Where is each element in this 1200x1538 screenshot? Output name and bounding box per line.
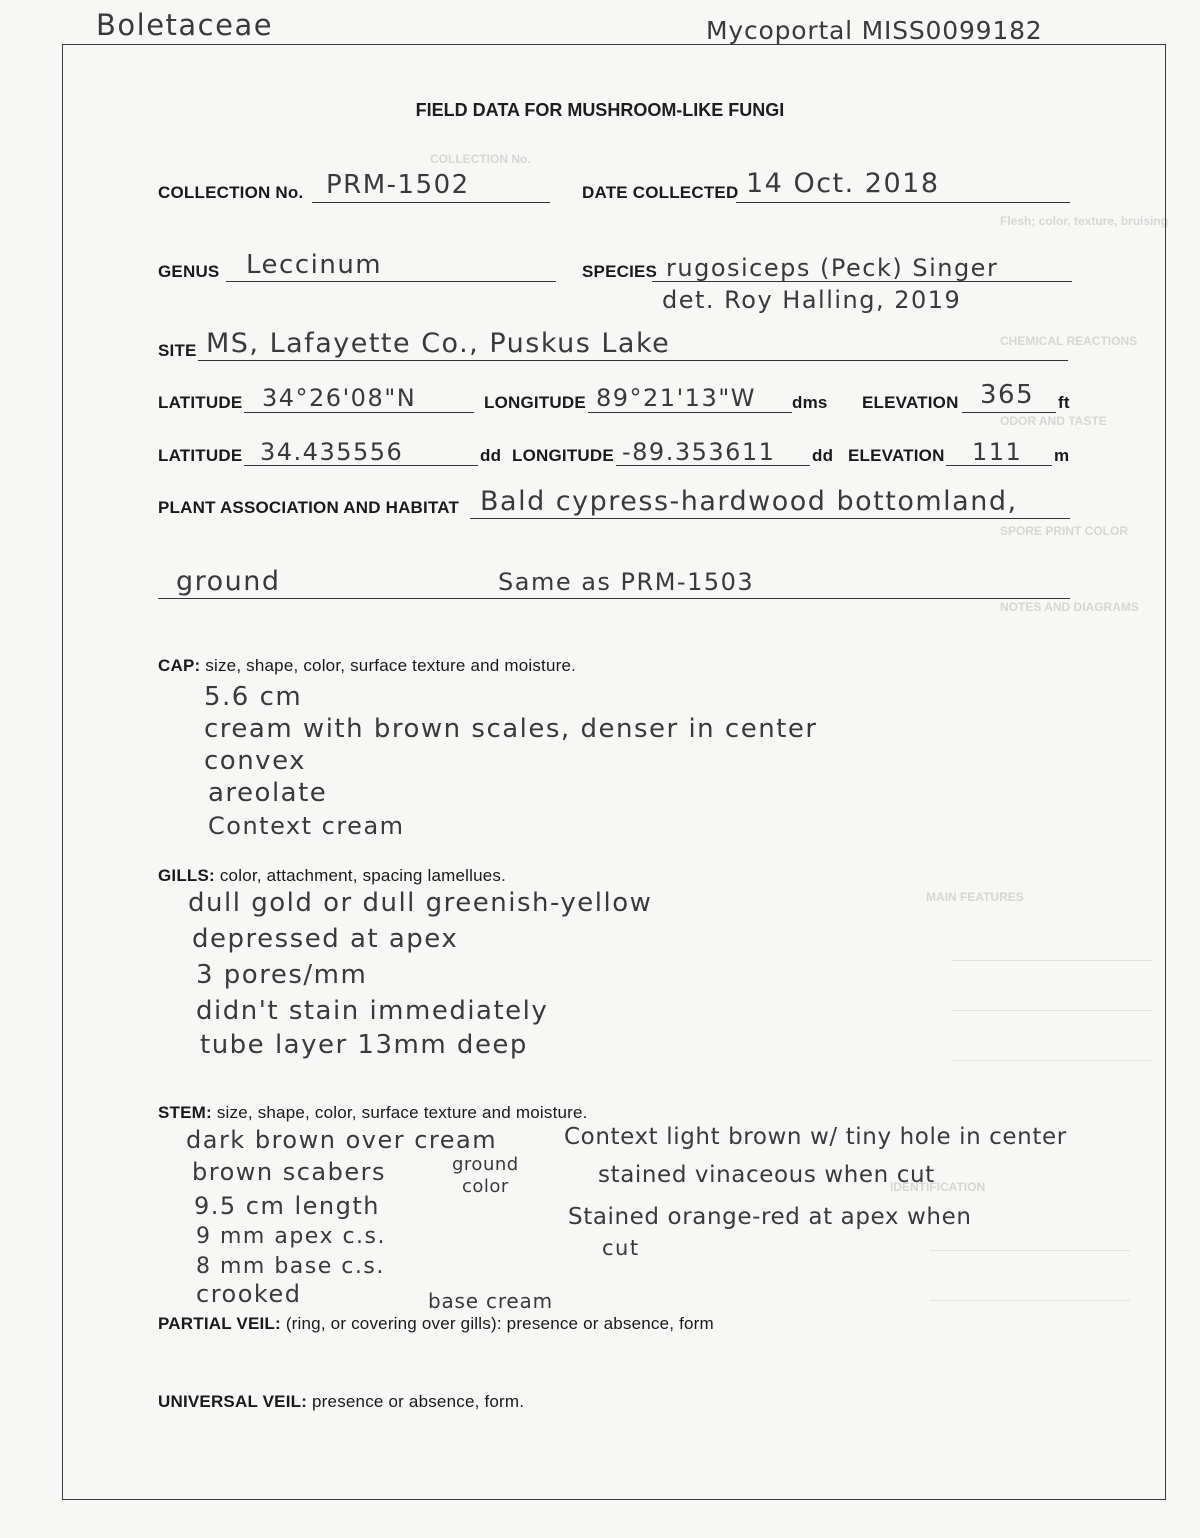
family-name: Boletaceae bbox=[96, 8, 274, 42]
ft-unit: ft bbox=[1058, 393, 1070, 412]
species-value: rugosiceps (Peck) Singer bbox=[666, 254, 999, 282]
stem-apex: 9 mm apex c.s. bbox=[196, 1224, 386, 1249]
collection-no-value: PRM-1502 bbox=[326, 170, 470, 200]
stem-base-color: base cream bbox=[428, 1289, 553, 1313]
partial-veil-heading bbox=[158, 1314, 714, 1334]
dd-unit-2: dd bbox=[812, 446, 834, 465]
latitude-dms-value: 34°26'08"N bbox=[262, 384, 417, 412]
elevation-ft-value: 365 bbox=[980, 380, 1035, 410]
gills-staining: didn't stain immediately bbox=[196, 996, 549, 1026]
elevation-m-label: ELEVATION bbox=[848, 446, 945, 465]
genus-value: Leccinum bbox=[246, 250, 383, 280]
cap-label: CAP: bbox=[158, 656, 201, 675]
stem-description: size, shape, color, surface texture and moisture. bbox=[216, 1103, 588, 1122]
longitude-dms-value: 89°21'13"W bbox=[596, 384, 756, 412]
partial-veil-label: PARTIAL VEIL: bbox=[158, 1314, 281, 1333]
catalog-number: Mycoportal MISS0099182 bbox=[706, 16, 1043, 45]
cap-texture: areolate bbox=[208, 778, 328, 808]
date-collected-value: 14 Oct. 2018 bbox=[746, 168, 940, 199]
collection-no-label: COLLECTION No. bbox=[158, 183, 304, 202]
cap-context: Context cream bbox=[208, 812, 405, 840]
form-title: FIELD DATA FOR MUSHROOM-LIKE FUNGI bbox=[415, 100, 785, 120]
date-collected-label: DATE COLLECTED bbox=[582, 183, 739, 202]
stem-heading bbox=[158, 1103, 588, 1123]
gills-color: dull gold or dull greenish-yellow bbox=[188, 888, 653, 918]
site-value: MS, Lafayette Co., Puskus Lake bbox=[206, 328, 671, 359]
stem-cut-stain: stained vinaceous when cut bbox=[598, 1162, 935, 1188]
longitude-dd-value: -89.353611 bbox=[622, 438, 776, 466]
specimen-label-page: COLLECTION No. Flesh; color, texture, bruising CHEMICAL REACTIONS ODOR AND TASTE SPORE PRINT COLOR NOTES AND DIAGRAMS MAIN FEATURES IDENTIFICATION Boletaceae Mycoportal MISS0099182 FIELD DATA FOR MUSHROOM-LIKE FUNGI COLLECTION No. PRM-1502 DATE COLLECTED 14 Oct. 2018 GENUS Leccinum SPECIES rugosiceps (Peck) Singer det. Roy Halling, 2019 SITE MS, Lafayette Co., Puskus Lake LATITUDE 34°26'08"N LONGITUDE 89°21'13"W dms ELEVATION 365 ft LATITUDE 34.435556 dd LONGITUDE -89.353611 dd ELEVATION 111 m PLANT ASSOCIATION AND HABITAT Bald cypress-hardwood bottomland, ground Same as PRM-1503 CAP: size, shape, color, surface texture and moisture. 5.6 cm cream with brown scales, denser in center convex areolate Context cream GILLS: color, attachment, spacing lamellues. dull gold or dull greenish-yellow depressed at apex 3 pores/mm didn't stain immediately tube layer 13mm deep STEM: size, shape, color, surface texture and moisture. dark brown over cream brown scabers 9.5 cm length 9 mm apex c.s. 8 mm base c.s. crooked ground color base cream Context light brown w/ tiny hole in center stained vinaceous when cut Stained orange-red at apex when cut PARTIAL VEIL: (ring, or covering over gills): presence or absence, form UNIVERSAL VEIL: presence or absence, form. bbox=[0, 0, 1200, 1538]
elevation-ft-label: ELEVATION bbox=[862, 393, 959, 412]
genus-label: GENUS bbox=[158, 262, 220, 281]
cap-shape: convex bbox=[204, 746, 306, 776]
universal-veil-heading bbox=[158, 1392, 524, 1412]
gills-description: color, attachment, spacing lamellues. bbox=[219, 866, 507, 885]
longitude-dms-label: LONGITUDE bbox=[484, 393, 586, 412]
stem-length: 9.5 cm length bbox=[194, 1192, 380, 1220]
cap-heading bbox=[158, 656, 576, 676]
stem-scabers: brown scabers bbox=[192, 1158, 387, 1186]
stem-color: dark brown over cream bbox=[186, 1126, 498, 1154]
gills-tube-layer: tube layer 13mm deep bbox=[200, 1030, 528, 1060]
cap-color: cream with brown scales, denser in center bbox=[204, 714, 818, 744]
stem-apex-stain: Stained orange-red at apex when bbox=[568, 1204, 972, 1230]
habitat-label: PLANT ASSOCIATION AND HABITAT bbox=[158, 498, 460, 517]
stem-label: STEM: bbox=[158, 1103, 212, 1122]
dd-unit: dd bbox=[480, 446, 502, 465]
gills-pores: 3 pores/mm bbox=[196, 960, 368, 990]
elevation-m-value: 111 bbox=[972, 438, 1023, 466]
partial-veil-description: (ring, or covering over gills): presence or absence, form bbox=[285, 1314, 714, 1333]
stem-context: Context light brown w/ tiny hole in center bbox=[564, 1124, 1067, 1150]
m-unit: m bbox=[1054, 446, 1070, 465]
latitude-dms-label: LATITUDE bbox=[158, 393, 243, 412]
determiner-note: det. Roy Halling, 2019 bbox=[662, 286, 962, 314]
stem-base: 8 mm base c.s. bbox=[196, 1254, 385, 1279]
gills-heading bbox=[158, 866, 506, 886]
dms-unit: dms bbox=[792, 393, 828, 412]
universal-veil-description: presence or absence, form. bbox=[312, 1392, 525, 1411]
habitat-value: Bald cypress-hardwood bottomland, bbox=[480, 486, 1018, 517]
latitude-dd-label: LATITUDE bbox=[158, 446, 243, 465]
latitude-dd-value: 34.435556 bbox=[260, 438, 404, 466]
habitat-note: Same as PRM-1503 bbox=[498, 568, 755, 596]
ground-color-note-1: ground bbox=[452, 1154, 519, 1175]
habitat-substrate: ground bbox=[176, 566, 281, 597]
gills-label: GILLS: bbox=[158, 866, 215, 885]
ground-color-note-2: color bbox=[462, 1176, 509, 1197]
cap-size: 5.6 cm bbox=[204, 682, 303, 712]
stem-shape: crooked bbox=[196, 1280, 302, 1308]
site-label: SITE bbox=[158, 341, 197, 360]
universal-veil-label: UNIVERSAL VEIL: bbox=[158, 1392, 308, 1411]
species-label: SPECIES bbox=[582, 262, 658, 281]
cap-description: size, shape, color, surface texture and moisture. bbox=[205, 656, 577, 675]
stem-apex-stain-cont: cut bbox=[602, 1236, 640, 1260]
longitude-dd-label: LONGITUDE bbox=[512, 446, 614, 465]
gills-attachment: depressed at apex bbox=[192, 924, 459, 954]
